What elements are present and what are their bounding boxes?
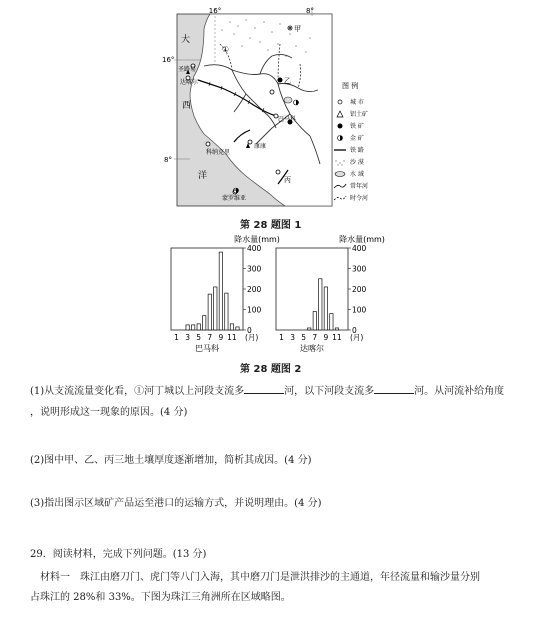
bauxite-icon (337, 111, 343, 117)
question-1-line-2: ，说明形成这一现象的原因。(4 分) (30, 407, 188, 418)
label-sea-1: 大 (181, 35, 191, 45)
bar-month-10 (330, 314, 333, 330)
plot-frame (171, 248, 243, 330)
y-tick-label: 200 (352, 285, 367, 294)
lat-label-2: 8° (164, 156, 172, 164)
bar-month-3 (186, 325, 189, 330)
y-axis-label: 降水量(mm) (234, 235, 280, 244)
y-tick-label: 300 (352, 264, 367, 274)
x-tick-label: 11 (227, 333, 237, 342)
label-conakry: 科纳克里 (206, 149, 231, 156)
q1-part-a: (1)从支流流量变化看，①河丁城以上河段支流多 (30, 386, 245, 397)
legend-title: 图 例 (342, 82, 359, 90)
x-tick-label: 5 (196, 333, 202, 342)
bar-month-6 (203, 316, 206, 330)
label-saint-louis: 圣路易 (178, 66, 197, 73)
legend-label-bauxite: 铝土矿 (350, 111, 369, 118)
x-tick-label: 9 (218, 333, 224, 342)
seasonal-river-icon (334, 196, 346, 200)
lon-label-2: 8° (306, 7, 314, 15)
x-unit-label: (月) (245, 333, 259, 342)
bar-month-9 (219, 252, 222, 330)
station-name: 巴马科 (195, 344, 219, 353)
legend-label-reservoir: 水 域 (350, 171, 364, 178)
y-tick-label: 200 (247, 285, 262, 294)
bar-month-8 (319, 279, 322, 330)
x-tick-label: 1 (174, 333, 179, 342)
chart-bamako (165, 232, 280, 356)
q1-part-b: 河，以下河段支流多 (284, 386, 375, 397)
bar-month-5 (197, 324, 200, 330)
y-tick-label: 300 (247, 264, 262, 274)
bar-month-11 (230, 324, 233, 330)
reservoir (284, 97, 292, 103)
desert-icon (335, 160, 344, 165)
q1-part-c: 河。从河流补给角度 (414, 386, 505, 397)
legend-label-city: 城 市 (350, 99, 364, 106)
map-legend (334, 81, 368, 202)
label-dakar: 达喀尔 (180, 79, 199, 86)
label-bing: 丙 (284, 176, 291, 184)
label-bamako: 巴马科 (278, 116, 297, 123)
label-circle-1: ① (222, 45, 230, 54)
plot-frame (276, 248, 348, 330)
x-tick-label: 7 (207, 333, 213, 342)
bar-month-9 (324, 287, 327, 330)
answer-blank-2[interactable] (374, 383, 414, 394)
label-monrovia: 蒙罗维亚 (222, 195, 247, 202)
y-tick-label: 100 (352, 305, 367, 315)
lat-label-1: 16° (162, 56, 175, 64)
fig2-caption: 第 28 题图 2 (240, 364, 302, 375)
x-tick-label: 11 (332, 333, 342, 342)
bar-month-10 (225, 293, 228, 330)
question-2: (2)图中甲、乙、丙三地土壤厚度逐渐增加，简析其成因。(4 分) (30, 455, 312, 466)
x-tick-label: 7 (312, 333, 318, 342)
city-icon (338, 100, 342, 104)
bar-month-7 (313, 312, 316, 330)
label-sea-3: 洋 (198, 171, 208, 181)
x-tick-label: 1 (279, 333, 284, 342)
question-29-title: 29．阅读材料，完成下列问题。(13 分) (30, 549, 207, 560)
legend-label-gold: 金 矿 (350, 135, 364, 142)
material-1-line-2: 占珠江的 28%和 33%。下图为珠江三角洲所在区域略图。 (30, 592, 291, 603)
x-tick-label: 5 (301, 333, 307, 342)
bar-month-12 (236, 327, 239, 330)
map-figure (160, 4, 380, 214)
y-tick-label: 400 (247, 244, 262, 253)
x-unit-label: (月) (350, 333, 364, 342)
label-kankan: 康康 (254, 143, 267, 150)
lon-label-1: 16° (208, 7, 222, 15)
label-sea-2: 西 (182, 101, 192, 111)
label-yi: 乙 (284, 77, 291, 85)
bar-month-4 (191, 325, 194, 330)
legend-label-desert: 沙 漠 (350, 159, 364, 166)
station-name: 达喀尔 (300, 344, 324, 353)
legend-label-railway: 铁 路 (350, 147, 364, 154)
y-tick-label: 0 (247, 326, 252, 335)
question-1-line-1 (30, 383, 504, 399)
chart-dakar (270, 232, 385, 356)
legend-label-perennial: 常年河 (350, 183, 369, 190)
y-tick-label: 0 (352, 326, 357, 335)
label-jia: 甲 (294, 25, 301, 33)
bar-month-6 (308, 328, 311, 330)
y-tick-label: 100 (247, 305, 262, 315)
legend-label-seasonal: 时令河 (350, 195, 369, 202)
y-tick-label: 400 (352, 244, 367, 253)
question-3: (3)指出图示区域矿产品运至港口的运输方式，并说明理由。(4 分) (30, 498, 322, 509)
material-1-line-1: 材料一 珠江由磨刀门、虎门等八门入海，其中磨刀门是泄洪排沙的主通道，年径流量和输沙量分别 (40, 572, 480, 583)
iron-icon (338, 124, 343, 129)
fig1-caption: 第 28 题图 1 (240, 220, 302, 231)
y-axis-label: 降水量(mm) (339, 235, 385, 244)
legend-label-iron: 铁 矿 (350, 123, 364, 130)
x-tick-label: 3 (290, 333, 296, 342)
reservoir-icon (335, 172, 345, 177)
x-tick-label: 3 (185, 333, 191, 342)
x-tick-label: 9 (323, 333, 329, 342)
perennial-river-icon (334, 184, 346, 188)
bar-month-11 (335, 328, 338, 330)
bar-month-7 (208, 294, 211, 330)
gold-icon (338, 136, 343, 141)
bar-month-8 (214, 287, 217, 330)
answer-blank-1[interactable] (244, 383, 284, 394)
